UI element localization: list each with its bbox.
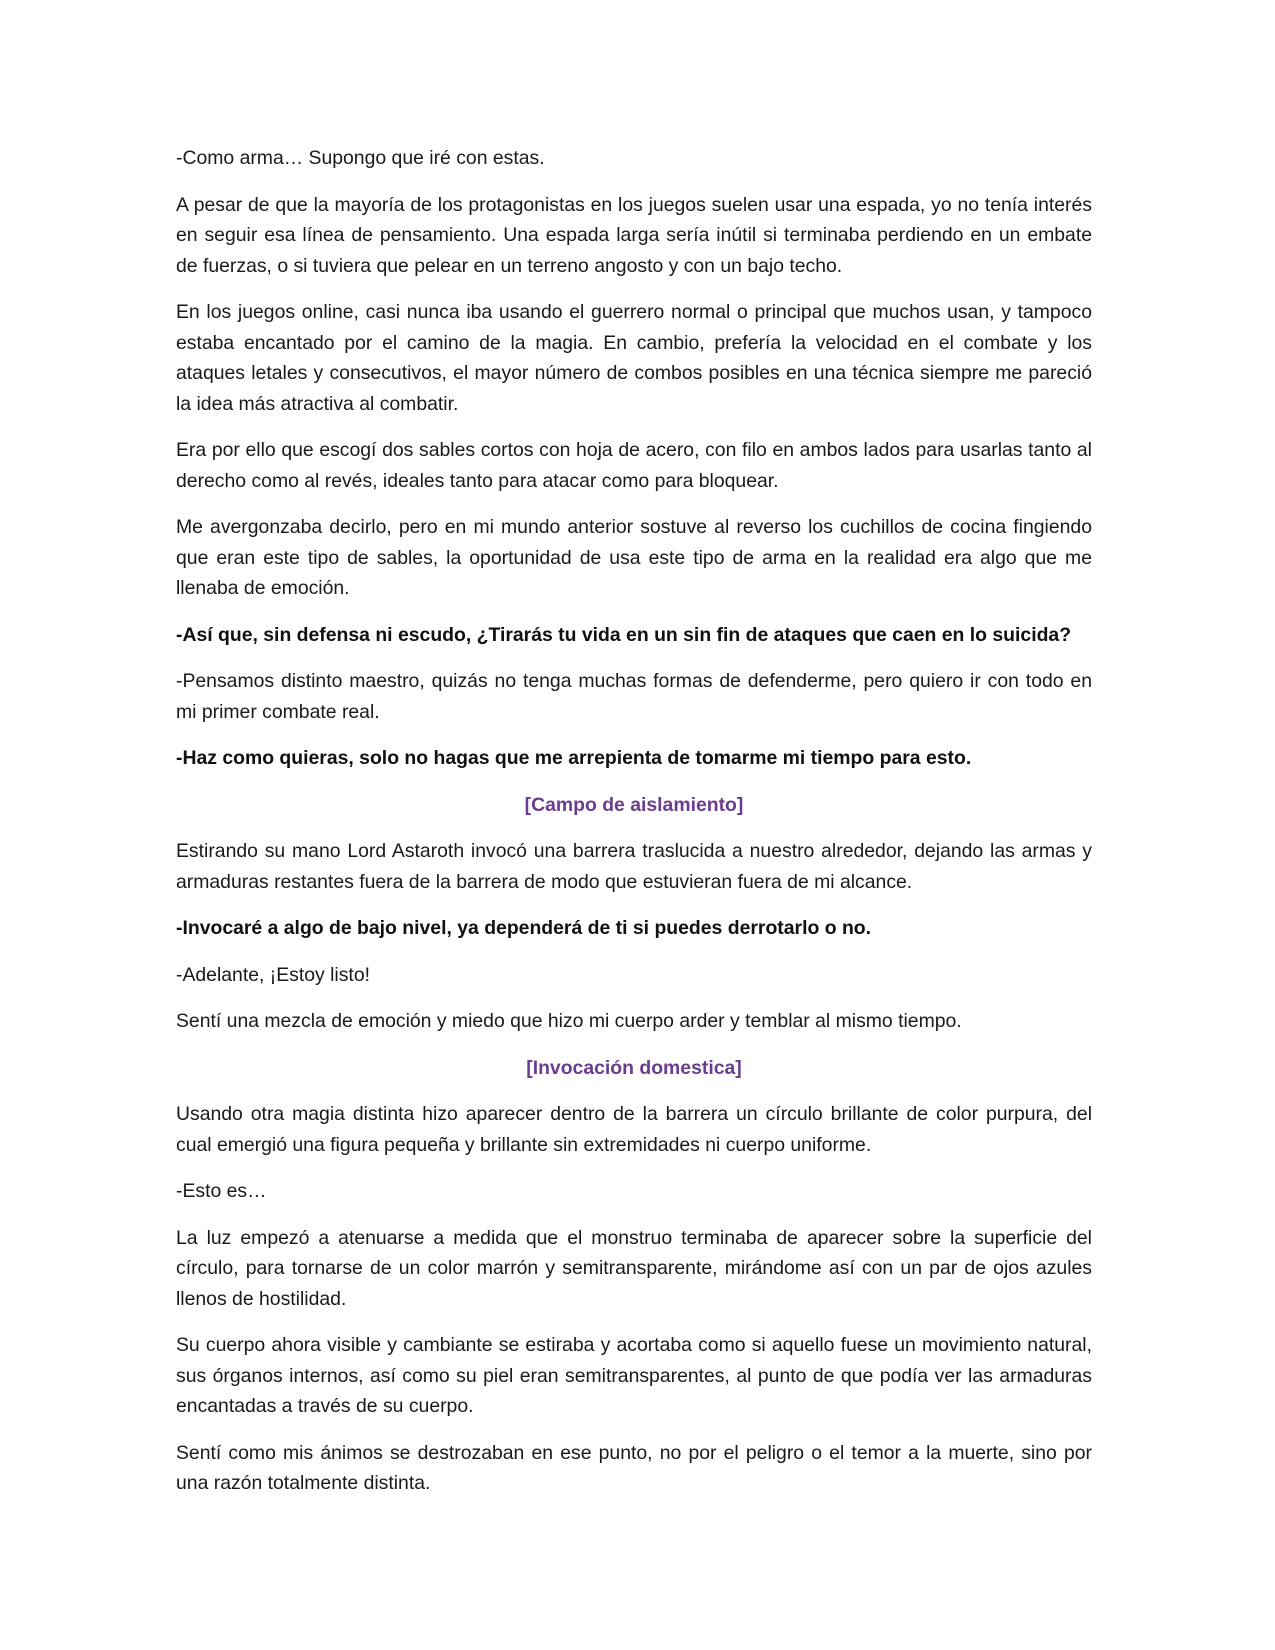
paragraph: Era por ello que escogí dos sables cortos con hoja de acero, con filo en ambos lados para usarlas tanto al derecho como al revés, ideales tanto para atacar como para bloquear. — [176, 439, 1092, 492]
paragraph: Me avergonzaba decirlo, pero en mi mundo anterior sostuve al reverso los cuchillos de cocina fingiendo que eran este tipo de sables, la oportunidad de usa este tipo de arma en la realidad era algo que me llenaba de emoción. — [176, 516, 1092, 599]
paragraph: Sentí como mis ánimos se destrozaban en ese punto, no por el peligro o el temor a la muerte, sino por una razón totalmente distinta. — [176, 1441, 1092, 1494]
paragraph: -Como arma… Supongo que iré con estas. — [176, 147, 545, 169]
document-page — [176, 143, 1092, 1515]
paragraph: Estirando su mano Lord Astaroth invocó una barrera traslucida a nuestro alrededor, dejando las armas y armaduras restantes fuera de la barrera de modo que estuvieran fuera de mi alcance. — [176, 840, 1092, 893]
paragraph: -Esto es… — [176, 1180, 267, 1202]
paragraph: -Adelante, ¡Estoy listo! — [176, 963, 370, 986]
dialogue-bold: -Haz como quieras, solo no hagas que me arrepienta de tomarme mi tiempo para esto. — [176, 747, 972, 769]
paragraph: En los juegos online, casi nunca iba usando el guerrero normal o principal que muchos usan, y tampoco estaba encantado por el camino de la magia. En cambio, prefería la velocidad en el combate y los ataques letales y consecutivos, el mayor número de combos posibles en una técnica siempre me pareció la idea más atractiva al combatir. — [176, 301, 1092, 415]
paragraph: Usando otra magia distinta hizo aparecer dentro de la barrera un círculo brillante de color purpura, del cual emergió una figura pequeña y brillante sin extremidades ni cuerpo uniforme. — [176, 1103, 1092, 1156]
paragraph: La luz empezó a atenuarse a medida que el monstruo terminaba de aparecer sobre la superficie del círculo, para tornarse de un color marrón y semitransparente, mirándome así con un par de ojos azules llenos de hostilidad. — [176, 1226, 1092, 1310]
paragraph: Su cuerpo ahora visible y cambiante se estiraba y acortaba como si aquello fuese un movimiento natural, sus órganos internos, así como su piel eran semitransparentes, al punto de que podía ver las armaduras encantadas a través de su cuerpo. — [176, 1334, 1092, 1417]
dialogue-bold: -Invocaré a algo de bajo nivel, ya dependerá de ti si puedes derrotarlo o no. — [176, 917, 872, 939]
paragraph: -Pensamos distinto maestro, quizás no tenga muchas formas de defenderme, pero quiero ir con todo en mi primer combate real. — [176, 670, 1092, 723]
spell-heading: [Invocación domestica] — [526, 1056, 742, 1079]
paragraph: A pesar de que la mayoría de los protagonistas en los juegos suelen usar una espada, yo no tenía interés en seguir esa línea de pensamiento. Una espada larga sería inútil si terminaba perdiendo en un embate de fuerzas, o si tuviera que pelear en un terreno angosto y con un bajo techo. — [176, 193, 1092, 277]
dialogue-bold: -Así que, sin defensa ni escudo, ¿Tirarás tu vida en un sin fin de ataques que caen en lo suicida? — [176, 623, 1072, 646]
paragraph: Sentí una mezcla de emoción y miedo que hizo mi cuerpo arder y temblar al mismo tiempo. — [176, 1010, 962, 1032]
spell-heading: [Campo de aislamiento] — [524, 793, 744, 816]
